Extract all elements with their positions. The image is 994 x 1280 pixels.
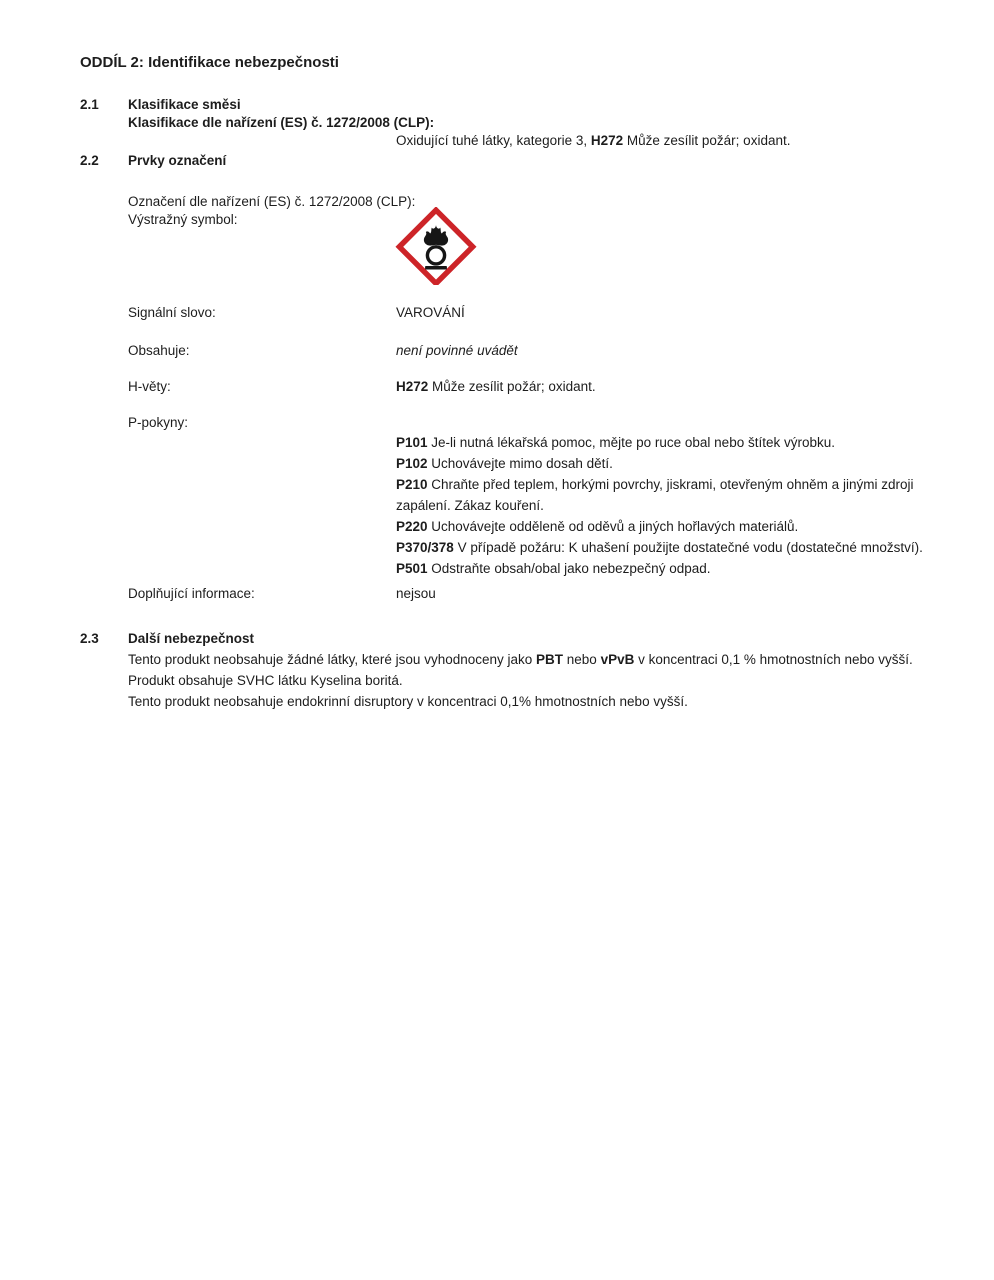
- h-statement-line: [396, 378, 596, 395]
- s23-p1-text: Tento produkt neobsahuje žádné látky, které jsou vyhodnoceny jako: [128, 652, 537, 667]
- pbt-term: PBT: [536, 652, 564, 667]
- p-code: P210: [396, 477, 428, 492]
- p-text: Uchovávejte odděleně od oděvů a jiných hořlavých materiálů.: [427, 519, 799, 534]
- p-statement-row: [396, 537, 956, 558]
- h-statement-text: Může zesílit požár; oxidant.: [428, 379, 596, 394]
- pictogram-label: Výstražný symbol:: [128, 212, 238, 227]
- s23-p1-mid: nebo: [563, 652, 601, 667]
- p-text: Je-li nutná lékařská pomoc, mějte po ruce obal nebo štítek výrobku.: [427, 435, 835, 450]
- classification-text: Oxidující tuhé látky, kategorie 3,: [396, 133, 591, 148]
- additional-info-label: Doplňující informace:: [128, 586, 255, 601]
- contains-value: není povinné uvádět: [396, 343, 518, 358]
- h272-code: H272: [590, 133, 624, 148]
- p-statement-row: [396, 453, 956, 474]
- s22-number: 2.2: [80, 153, 99, 168]
- p-statement-row: [396, 558, 956, 579]
- p-code: P101: [396, 435, 428, 450]
- h-statement-code: H272: [396, 379, 429, 394]
- p-statements-block: [396, 432, 956, 579]
- s21-heading: Klasifikace směsi: [128, 97, 241, 112]
- s23-heading: Další nebezpečnost: [128, 631, 255, 646]
- s23-paragraph-1: [128, 649, 968, 670]
- p-text: Chraňte před teplem, horkými povrchy, jiskrami, otevřeným ohněm a jinými zdroji zapálení. Zákaz kouření.: [396, 477, 914, 513]
- p-code: P370/378: [396, 540, 454, 555]
- p-text: Uchovávejte mimo dosah dětí.: [427, 456, 613, 471]
- s23-number: 2.3: [80, 631, 99, 646]
- section-title: ODDÍL 2: Identifikace nebezpečnosti: [80, 54, 339, 71]
- classification-line: [396, 132, 790, 149]
- classification-text-suffix: Může zesílit požár; oxidant.: [623, 133, 791, 148]
- flame-over-circle-icon: [393, 207, 479, 285]
- p-statement-row: [396, 432, 956, 453]
- h-statements-label: H-věty:: [128, 379, 171, 394]
- contains-label: Obsahuje:: [128, 343, 190, 358]
- p-code: P501: [396, 561, 428, 576]
- p-statement-row: [396, 474, 956, 516]
- signal-word-label: Signální slovo:: [128, 305, 216, 320]
- s23-paragraph-3: Tento produkt neobsahuje endokrinní disruptory v koncentraci 0,1% hmotnostních nebo vyšší.: [128, 694, 688, 709]
- s21-subheading: Klasifikace dle nařízení (ES) č. 1272/2008 (CLP):: [128, 115, 435, 130]
- p-code: P220: [396, 519, 428, 534]
- p-text: V případě požáru: K uhašení použijte dostatečné vodu (dostatečné množství).: [453, 540, 923, 555]
- p-statements-label: P-pokyny:: [128, 415, 189, 430]
- s22-heading: Prvky označení: [128, 153, 227, 168]
- p-statement-row: [396, 516, 956, 537]
- p-code: P102: [396, 456, 428, 471]
- p-text: Odstraňte obsah/obal jako nebezpečný odpad.: [427, 561, 711, 576]
- labelling-regulation-line: Označení dle nařízení (ES) č. 1272/2008 (CLP):: [128, 194, 416, 209]
- signal-word-value: VAROVÁNÍ: [396, 305, 465, 320]
- s23-paragraph-2: Produkt obsahuje SVHC látku Kyselina boritá.: [128, 673, 403, 688]
- s23-p1-suffix: v koncentraci 0,1 % hmotnostních nebo vyšší.: [634, 652, 913, 667]
- additional-info-value: nejsou: [396, 586, 436, 601]
- vpvb-term: vPvB: [600, 652, 635, 667]
- s21-number: 2.1: [80, 97, 99, 112]
